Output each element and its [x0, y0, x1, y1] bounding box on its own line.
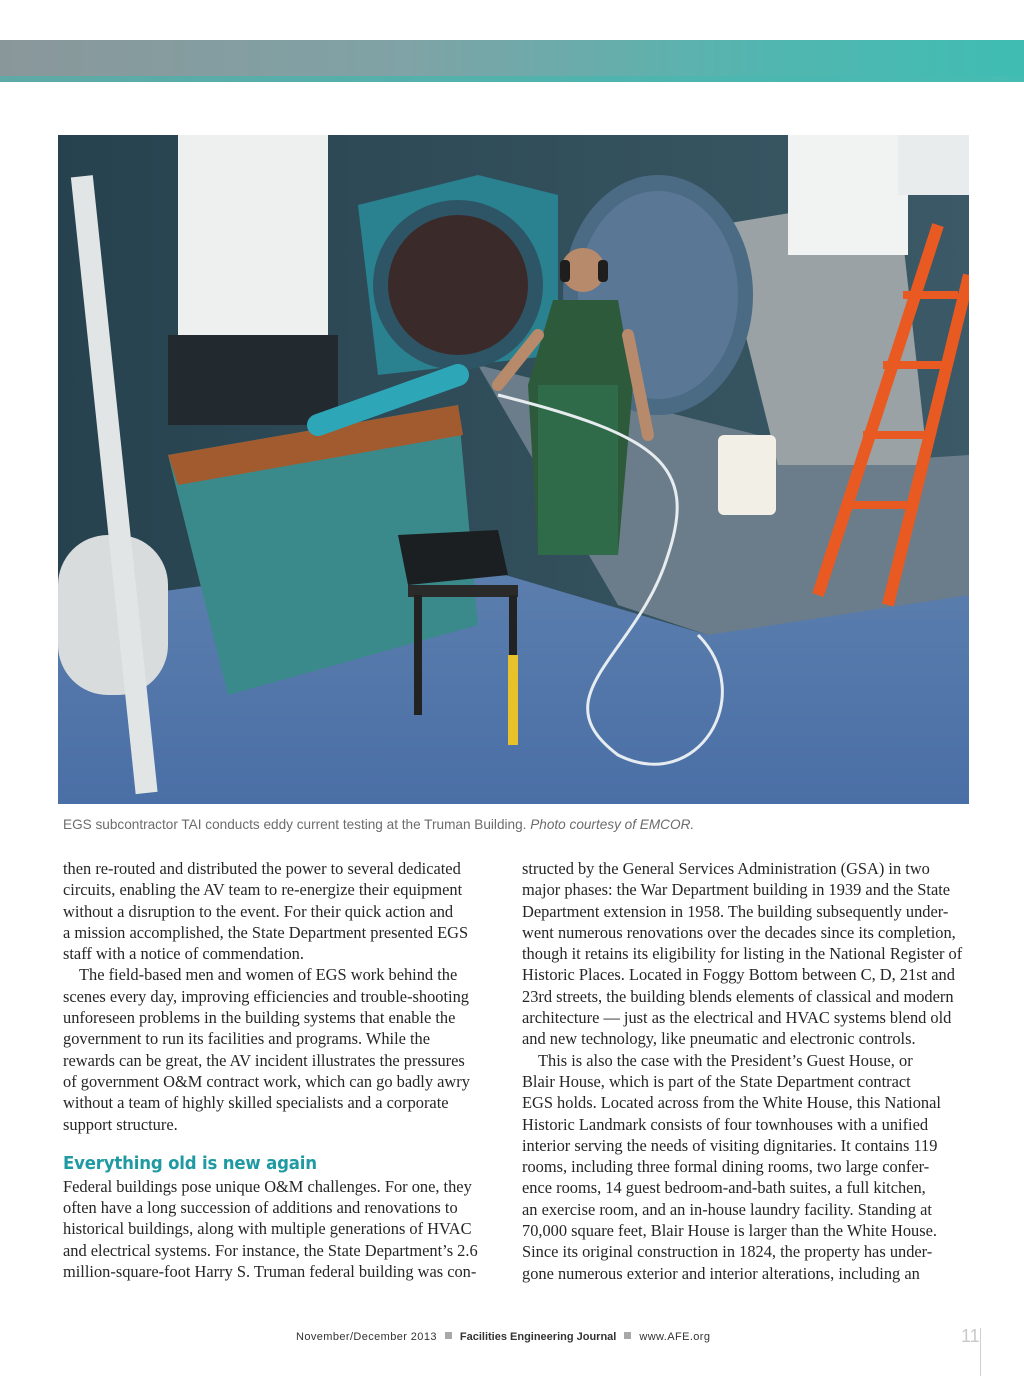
text-line: support structure. — [63, 1114, 178, 1134]
text-line: million-square-foot Harry S. Truman federal building was con- — [63, 1262, 477, 1282]
page-edge-rule — [980, 1328, 981, 1376]
page-footer — [296, 1331, 710, 1343]
text-line: of government O&M contract work, which can go badly awry — [63, 1071, 470, 1091]
text-line: scenes every day, improving efficiencies and trouble-shooting — [63, 986, 469, 1006]
text-line: and electrical systems. For instance, the State Department’s 2.6 — [63, 1240, 478, 1260]
text-line: gone numerous exterior and interior alterations, including an — [522, 1263, 920, 1283]
text-line: without a team of highly skilled specialists and a corporate — [63, 1093, 449, 1113]
text-line: Since its original construction in 1824, the property has under- — [522, 1242, 933, 1262]
text-line: Federal buildings pose unique O&M challenges. For one, they — [63, 1176, 472, 1196]
text-line: major phases: the War Department building in 1939 and the State — [522, 880, 951, 900]
right-column — [522, 858, 962, 1284]
text-line: The field-based men and women of EGS work behind the — [79, 965, 458, 985]
header-band — [0, 40, 1024, 82]
text-line: government to run its facilities and programs. While the — [63, 1029, 431, 1049]
text-line: Department extension in 1958. The building subsequently under- — [522, 901, 949, 921]
text-line: a mission accomplished, the State Department presented EGS — [63, 922, 469, 942]
text-line: often have a long succession of additions and renovations to — [63, 1198, 458, 1218]
page-number: 11 — [961, 1326, 980, 1346]
text-line: without a disruption to the event. For their quick action and — [63, 901, 454, 921]
caption-text: EGS subcontractor TAI conducts eddy current testing at the Truman Building. — [63, 817, 527, 832]
photo-illustration — [58, 135, 969, 804]
text-line: 70,000 square feet, Blair House is larger than the White House. — [522, 1221, 937, 1241]
footer-journal: Facilities Engineering Journal — [459, 1331, 617, 1343]
text-line: rooms, including three formal dining rooms, two large confer- — [522, 1157, 930, 1177]
text-line: EGS holds. Located across from the White House, this National — [522, 1093, 941, 1113]
text-line: though it retains its eligibility for listing in the National Register of — [522, 944, 963, 964]
text-line: architecture — just as the electrical and HVAC systems blend old — [522, 1008, 952, 1028]
text-line: staff with a notice of commendation. — [63, 944, 304, 964]
section-heading: Everything old is new again — [63, 1152, 317, 1174]
text-line: interior serving the needs of visiting dignitaries. It contains 119 — [522, 1135, 938, 1155]
square-bullet-icon — [624, 1332, 631, 1339]
footer-issue: November/December 2013 — [296, 1331, 437, 1343]
text-line: 23rd streets, the building blends elements of classical and modern — [522, 986, 954, 1006]
text-line: Blair House, which is part of the State Department contract — [522, 1071, 911, 1091]
text-line: structed by the General Services Administration (GSA) in two — [522, 859, 930, 878]
photo-caption — [63, 817, 963, 832]
left-column — [63, 858, 503, 1282]
text-line: unforeseen problems in the building systems that enable the — [63, 1008, 456, 1028]
article-photo — [58, 135, 969, 804]
footer-website-link[interactable]: www.AFE.org — [639, 1331, 711, 1343]
text-line: rewards can be great, the AV incident illustrates the pressures — [63, 1050, 465, 1070]
caption-credit: Photo courtesy of EMCOR. — [530, 817, 695, 832]
text-line: Historic Landmark consists of four townhouses with a unified — [522, 1114, 929, 1134]
text-line: then re-routed and distributed the power to several dedicated — [63, 859, 461, 878]
text-line: ence rooms, 14 guest bedroom-and-bath suites, a full kitchen, — [522, 1178, 926, 1198]
text-line: went numerous renovations over the decades since its completion, — [522, 922, 956, 942]
text-line: historical buildings, along with multiple generations of HVAC — [63, 1219, 472, 1239]
text-line: This is also the case with the President’s Guest House, or — [538, 1050, 913, 1070]
text-line: and new technology, like pneumatic and electronic controls. — [522, 1029, 916, 1049]
text-line: circuits, enabling the AV team to re-energize their equipment — [63, 880, 463, 900]
square-bullet-icon — [445, 1332, 452, 1339]
text-line: Historic Places. Located in Foggy Bottom between C, D, 21st and — [522, 965, 955, 985]
text-line: an exercise room, and an in-house laundry facility. Standing at — [522, 1199, 932, 1219]
